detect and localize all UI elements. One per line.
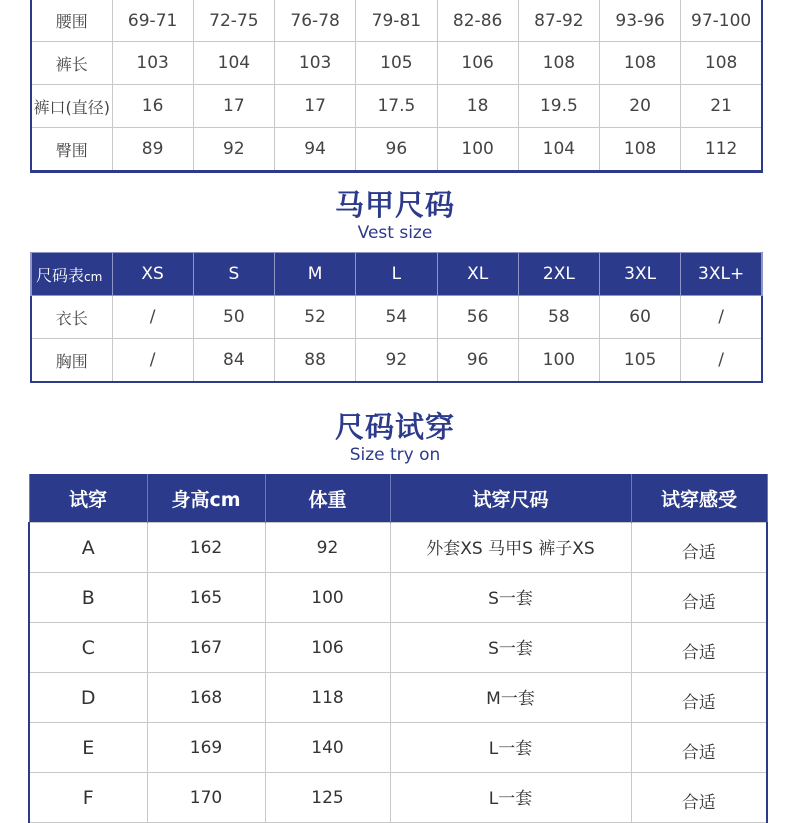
table-cell: /: [681, 339, 762, 383]
fit-feeling-cell: 合适: [631, 523, 767, 573]
table-cell: /: [681, 296, 762, 339]
row-label: 腰围: [31, 0, 112, 42]
table-cell: 100: [437, 128, 518, 172]
tried-size-cell: S一套: [390, 623, 631, 673]
table-cell: /: [112, 339, 193, 383]
table-row: [31, 0, 762, 42]
weight-cell: 100: [265, 573, 390, 623]
row-label: 裤口(直径): [31, 85, 112, 128]
table-cell: 104: [193, 42, 274, 85]
size-header: 3XL+: [681, 253, 762, 296]
table-cell: 108: [600, 128, 681, 172]
table-cell: 72-75: [193, 0, 274, 42]
column-header: 身高cm: [147, 474, 265, 523]
table-cell: 16: [112, 85, 193, 128]
corner-label: 尺码表: [36, 265, 85, 285]
size-header: 3XL: [600, 253, 681, 296]
table-cell: 96: [356, 128, 437, 172]
size-tryon-heading: [0, 410, 790, 466]
tester-id: A: [29, 523, 147, 573]
tester-id: C: [29, 623, 147, 673]
fit-feeling-cell: 合适: [631, 623, 767, 673]
table-row: [31, 42, 762, 85]
table-cell: 52: [275, 296, 356, 339]
table-cell: 112: [681, 128, 762, 172]
height-cell: 162: [147, 523, 265, 573]
table-cell: 94: [275, 128, 356, 172]
table-cell: 82-86: [437, 0, 518, 42]
tried-size-cell: 外套XS 马甲S 裤子XS: [390, 523, 631, 573]
vest-size-table: [30, 252, 763, 383]
table-cell: 79-81: [356, 0, 437, 42]
tester-id: F: [29, 773, 147, 823]
weight-cell: 92: [265, 523, 390, 573]
table-cell: 76-78: [275, 0, 356, 42]
row-label: 衣长: [31, 296, 112, 339]
section-title: 尺码试穿: [334, 410, 455, 444]
table-cell: 100: [518, 339, 599, 383]
column-header: 试穿: [29, 474, 147, 523]
table-row: [31, 85, 762, 128]
table-cell: 103: [275, 42, 356, 85]
table-header-row: [31, 253, 762, 296]
table-cell: 88: [275, 339, 356, 383]
tester-id: E: [29, 723, 147, 773]
table-cell: 18: [437, 85, 518, 128]
table-cell: 21: [681, 85, 762, 128]
size-header: XS: [112, 253, 193, 296]
table-cell: 17: [193, 85, 274, 128]
table-cell: 108: [600, 42, 681, 85]
tester-id: B: [29, 573, 147, 623]
weight-cell: 106: [265, 623, 390, 673]
table-cell: 106: [437, 42, 518, 85]
column-header: 试穿感受: [631, 474, 767, 523]
table-cell: 96: [437, 339, 518, 383]
weight-cell: 140: [265, 723, 390, 773]
column-header: 试穿尺码: [390, 474, 631, 523]
tester-id: D: [29, 673, 147, 723]
section-subtitle: Vest size: [357, 223, 433, 243]
table-cell: 92: [193, 128, 274, 172]
table-cell: 105: [600, 339, 681, 383]
height-cell: 165: [147, 573, 265, 623]
size-header: XL: [437, 253, 518, 296]
table-row: [29, 673, 767, 723]
fit-feeling-cell: 合适: [631, 573, 767, 623]
size-header: S: [193, 253, 274, 296]
table-cell: 56: [437, 296, 518, 339]
height-cell: 169: [147, 723, 265, 773]
tried-size-cell: M一套: [390, 673, 631, 723]
corner-unit: cm: [84, 269, 103, 284]
table-cell: 105: [356, 42, 437, 85]
row-label: 臀围: [31, 128, 112, 172]
vest-size-heading: [0, 188, 790, 244]
table-cell: 60: [600, 296, 681, 339]
table-cell: 108: [681, 42, 762, 85]
table-row: [29, 623, 767, 673]
height-cell: 167: [147, 623, 265, 673]
height-cell: 170: [147, 773, 265, 823]
table-cell: 93-96: [600, 0, 681, 42]
size-tryon-table: [28, 474, 768, 823]
weight-cell: 125: [265, 773, 390, 823]
fit-feeling-cell: 合适: [631, 673, 767, 723]
pants-size-table: [30, 0, 763, 173]
table-cell: /: [112, 296, 193, 339]
size-header: 2XL: [518, 253, 599, 296]
table-cell: 58: [518, 296, 599, 339]
tried-size-cell: S一套: [390, 573, 631, 623]
table-row: [31, 128, 762, 172]
table-row: [29, 723, 767, 773]
height-cell: 168: [147, 673, 265, 723]
section-title: 马甲尺码: [334, 188, 455, 222]
fit-feeling-cell: 合适: [631, 773, 767, 823]
table-cell: 92: [356, 339, 437, 383]
size-header: M: [275, 253, 356, 296]
table-cell: 87-92: [518, 0, 599, 42]
table-cell: 50: [193, 296, 274, 339]
table-cell: 20: [600, 85, 681, 128]
row-label: 裤长: [31, 42, 112, 85]
table-cell: 17.5: [356, 85, 437, 128]
table-cell: 108: [518, 42, 599, 85]
fit-feeling-cell: 合适: [631, 723, 767, 773]
row-label: 胸围: [31, 339, 112, 383]
table-row: [31, 296, 762, 339]
size-header: L: [356, 253, 437, 296]
tried-size-cell: L一套: [390, 773, 631, 823]
table-cell: 84: [193, 339, 274, 383]
corner-header: [31, 253, 112, 296]
table-cell: 17: [275, 85, 356, 128]
table-cell: 19.5: [518, 85, 599, 128]
table-row: [29, 573, 767, 623]
table-cell: 89: [112, 128, 193, 172]
table-row: [31, 339, 762, 383]
table-row: [29, 523, 767, 573]
table-cell: 103: [112, 42, 193, 85]
table-cell: 97-100: [681, 0, 762, 42]
section-subtitle: Size try on: [349, 445, 441, 465]
table-header-row: [29, 474, 767, 523]
column-header: 体重: [265, 474, 390, 523]
table-cell: 54: [356, 296, 437, 339]
weight-cell: 118: [265, 673, 390, 723]
table-cell: 104: [518, 128, 599, 172]
tried-size-cell: L一套: [390, 723, 631, 773]
table-cell: 69-71: [112, 0, 193, 42]
